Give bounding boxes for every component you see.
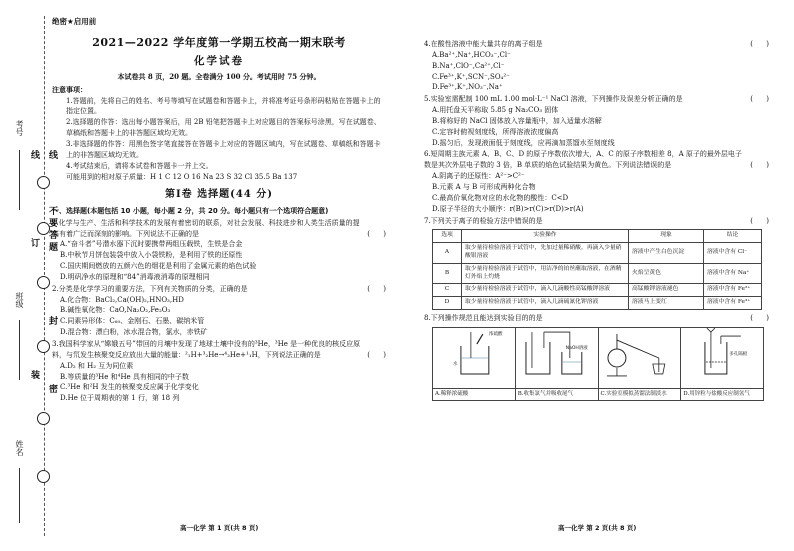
exam-subtitle: 化学试卷 (194, 54, 244, 67)
ion-test-table (432, 229, 762, 310)
option: B.将称好的 NaCl 固体放入容量瓶中，加入适量水溶解 (432, 116, 602, 125)
apparatus-a (433, 328, 516, 400)
table-cell: C (433, 284, 462, 297)
table-header: 选项 (433, 230, 462, 243)
question-5 (424, 94, 769, 148)
question-8 (424, 313, 769, 401)
table-row (433, 284, 762, 297)
right-footer: 高一化学 第 2 页(共 8 页) (558, 524, 637, 532)
option: A.“奋斗者”号潜水器下沉时要携带两组压载铁，生铁是合金 (60, 240, 243, 249)
binding-circle (37, 470, 50, 483)
atomic-masses: 可能用到的相对原子质量：H 1 C 12 O 16 Na 23 S 32 Cl 35.5 Ba 137 (66, 172, 298, 181)
question-stem: 3.我国科学家从“嫦娥五号”带回的月壤中发现了地球土壤中没有的³He，³He 是一种优良的核反应原料，与氘发生核聚变反应放出大量的能量：²₁H+³₂He→⁴₂He+¹₁H，下列说法正确的是 (52, 340, 361, 359)
table-header: 结论 (704, 230, 762, 243)
option: D.明矾净水的原理和“84”消毒液消毒的原理相同 (60, 272, 210, 281)
question-stem: 2.分类是化学学习的重要方法，下列有关物质的分类，正确的是 (52, 284, 248, 293)
question-4 (424, 39, 769, 93)
apparatus-caption: B.收集氯气并吸收尾气 (516, 388, 598, 398)
option: B.元素 A 与 B 可形成两种化合物 (432, 182, 536, 191)
answer-paren: ( ) (750, 216, 769, 225)
exam-info: 本试卷共 8 页，20 题。全卷满分 100 分。考试用时 75 分钟。 (117, 71, 321, 81)
apparatus-label: NaOH溶液 (565, 345, 588, 351)
answer-paren: ( ) (750, 95, 769, 104)
option: D.混合物：漂白粉，冰水混合物，氯水，赤铁矿 (60, 328, 208, 337)
distillation-diagram-icon (599, 328, 681, 380)
option: A.D₂ 和 H₂ 互为同位素 (60, 361, 134, 370)
exam-number-label: 考号 (15, 120, 24, 136)
binding-circle (37, 340, 50, 353)
question-6 (424, 149, 769, 214)
note-item: 4.考试结束后，请将本试卷和答题卡一并上交。 (66, 161, 213, 170)
name-label: 姓名 (15, 440, 24, 456)
hydrogen-generator-diagram-icon (681, 328, 763, 380)
secret-mark: 绝密★启用前 (52, 17, 97, 26)
question-stem: 8.下列操作规范且能达到实验目的的是 (424, 314, 543, 323)
binding-word: 封 (47, 316, 57, 331)
option: B.等质量的³He 和⁴He 具有相同的中子数 (60, 372, 189, 381)
option: D.摇匀后，发现液面低于刻度线，应再滴加蒸馏水至刻度线 (432, 138, 615, 147)
option: A.阴离子的还原性：A²⁻>C²⁻ (432, 172, 525, 181)
binding-word: 装 (29, 370, 39, 385)
option: D.原子半径的大小顺序：r(B)>r(C)>r(D)>r(A) (432, 204, 584, 213)
question-stem: 7.下列关于离子的检验方法中错误的是 (424, 216, 543, 225)
table-cell: 高锰酸钾溶液褪色 (629, 284, 704, 297)
notes-heading: 注意事项： (52, 85, 87, 94)
answer-paren: ( ) (367, 350, 386, 359)
note-item: 3.非选择题的作答：用黑色签字笔直接答在答题卡上对应的答题区域内，写在试题卷、草稿纸和答题卡上的非答题区域均无效。 (66, 140, 381, 159)
table-cell: 溶液中含有 Na⁺ (704, 263, 762, 284)
apparatus-caption: C.实验室模拟蒸馏法制淡水 (599, 388, 681, 398)
option: C.Fe³⁺,K⁺,SCN⁻,SO₄²⁻ (432, 72, 510, 81)
exam-number-line (19, 150, 20, 210)
class-label: 班级 (15, 292, 24, 308)
option: D.Fe³⁺,K⁺,NO₃⁻,Na⁺ (432, 83, 503, 92)
option: B.Na⁺,ClO⁻,Ca²⁺,Cl⁻ (432, 61, 505, 70)
question-stem: 6.短周期主族元素 A、B、C、D 的原子序数依次增大，A、C 的原子序数相差 8，A 原子的最外层电子数是其次外层电子数的 3 倍，B 单质的焰色试验结果为黄色。下列说法错误的是 (424, 150, 742, 170)
option: A.Ba²⁺,Na⁺,HCO₃⁻,Cl⁻ (432, 50, 511, 59)
left-page (52, 16, 386, 404)
question-stem: 4.在酸性溶液中能大量共存的离子组是 (424, 40, 543, 48)
binding-circle (37, 276, 50, 289)
table-cell: 取少量待检验溶液于试管中，用洁净的铂丝蘸取溶液，在酒精灯外焰上灼烧 (462, 263, 629, 284)
table-row (433, 263, 762, 284)
table-row (433, 243, 762, 264)
question-1 (52, 218, 386, 283)
apparatus-caption: D.用锌粒与盐酸反应制氢气 (681, 388, 763, 398)
right-page (424, 38, 769, 401)
table-cell: 溶液中含有 Cl⁻ (704, 243, 762, 264)
apparatus-d (681, 328, 763, 400)
answer-paren: ( ) (750, 161, 769, 170)
section-heading: 一、选择题(本题包括 10 小题，每小题 2 分，共 20 分。每小题只有一个选项符合题意) (52, 206, 329, 215)
option: C.定容时俯视刻度线，所得溶液浓度偏高 (432, 127, 559, 136)
option: A.化合物：BaCl₂,Ca(OH)₂,HNO₃,HD (60, 295, 184, 304)
apparatus-label: 水 (453, 361, 458, 367)
table-cell: 火焰呈黄色 (629, 263, 704, 284)
table-cell: 溶液中含有 Fe²⁺ (704, 284, 762, 297)
binding-word: 订 (29, 238, 39, 253)
answer-paren: ( ) (750, 314, 769, 323)
table-cell: A (433, 243, 462, 264)
option: D.He 位于周期表的第 1 行，第 18 列 (60, 394, 180, 403)
table-row (433, 297, 762, 310)
apparatus-label: 多孔隔板 (729, 351, 748, 357)
exam-title: 2021—2022 学年度第一学期五校高一期末联考 (92, 35, 346, 49)
option: C.³He 和²H 发生的核聚变反应属于化学变化 (60, 383, 199, 392)
left-footer: 高一化学 第 1 页(共 8 页) (180, 524, 259, 532)
binding-word: 密 (47, 384, 57, 399)
apparatus-label: 浓硫酸 (489, 331, 503, 337)
warn-text: 不要答题 (47, 206, 57, 254)
name-line (19, 468, 20, 523)
option: B.中秋节月饼包装袋中放入小袋铁粉，是利用了铁的还原性 (60, 251, 243, 260)
option: C.同素异形体：C₆₀、金刚石、石墨、碳纳米管 (60, 317, 205, 326)
table-cell: 溶液马上变红 (629, 297, 704, 310)
table-cell: D (433, 297, 462, 310)
question-3 (52, 339, 386, 404)
question-7 (424, 216, 769, 311)
table-cell: B (433, 263, 462, 284)
option: C.最高价氧化物对应的水化物的酸性：C<D (432, 193, 569, 202)
answer-paren: ( ) (750, 40, 769, 48)
question-2 (52, 284, 386, 338)
option: C.国庆期间燃放的五颜六色的烟花是利用了金属元素的焰色试验 (60, 262, 257, 271)
table-cell: 溶液中含有 Fe³⁺ (704, 297, 762, 310)
apparatus-b (516, 328, 599, 400)
table-header: 实验操作 (462, 230, 629, 243)
question-stem: 1.化学与生产、生活和科学技术的发展有着密切的联系，对社会发展、科技进步和人类生活质量的提高有着广泛而深刻的影响。下列说法不正确的是 (52, 218, 360, 238)
answer-paren: ( ) (367, 284, 386, 293)
note-item: 2.选择题的作答：选出每小题答案后，用 2B 铅笔把答题卡上对应题目的答案标号涂黑，写在试题卷、草稿纸和答题卡上的非答题区域均无效。 (66, 118, 381, 138)
question-stem: 5.实验室需配制 100 mL 1.00 mol·L⁻¹ NaCl 溶液，下列操作及误差分析正确的是 (424, 95, 683, 104)
gas-collection-diagram-icon (516, 328, 598, 380)
apparatus-c (599, 328, 682, 400)
answer-paren: ( ) (367, 229, 386, 238)
table-cell: 取少量待检验溶液于试管中，滴入几滴硫氰化钾溶液 (462, 297, 629, 310)
class-line (19, 320, 20, 380)
table-header: 现象 (629, 230, 704, 243)
binding-word: 线 (29, 150, 39, 165)
binding-strip (0, 0, 57, 551)
table-cell: 溶液中产生白色沉淀 (629, 243, 704, 264)
binding-circle (37, 176, 50, 189)
volume-title: 第Ⅰ卷 选择题(44 分) (164, 189, 274, 201)
table-header-row (433, 230, 762, 243)
option: A.用托盘天平称取 5.85 g Na₂CO₃ 固体 (432, 106, 559, 115)
apparatus-caption: A.稀释浓硫酸 (433, 388, 515, 398)
apparatus-panel (432, 327, 764, 401)
option: B.碱性氧化物：CaO,Na₂O₂,Fe₂O₃ (60, 306, 171, 315)
table-cell: 取少量待检验溶液于试管中，滴入几滴酸性高锰酸钾溶液 (462, 284, 629, 297)
note-item: 1.答题前，先将自己的姓名、考号等填写在试题卷和答题卡上，并将准考证号条形码粘贴在答题卡上的指定位置。 (66, 96, 381, 116)
binding-word: 线 (47, 150, 57, 165)
table-cell: 取少量待检验溶液于试管中，先加过量稀硝酸，再滴入少量硝酸银溶液 (462, 243, 629, 264)
binding-circle (37, 412, 50, 425)
